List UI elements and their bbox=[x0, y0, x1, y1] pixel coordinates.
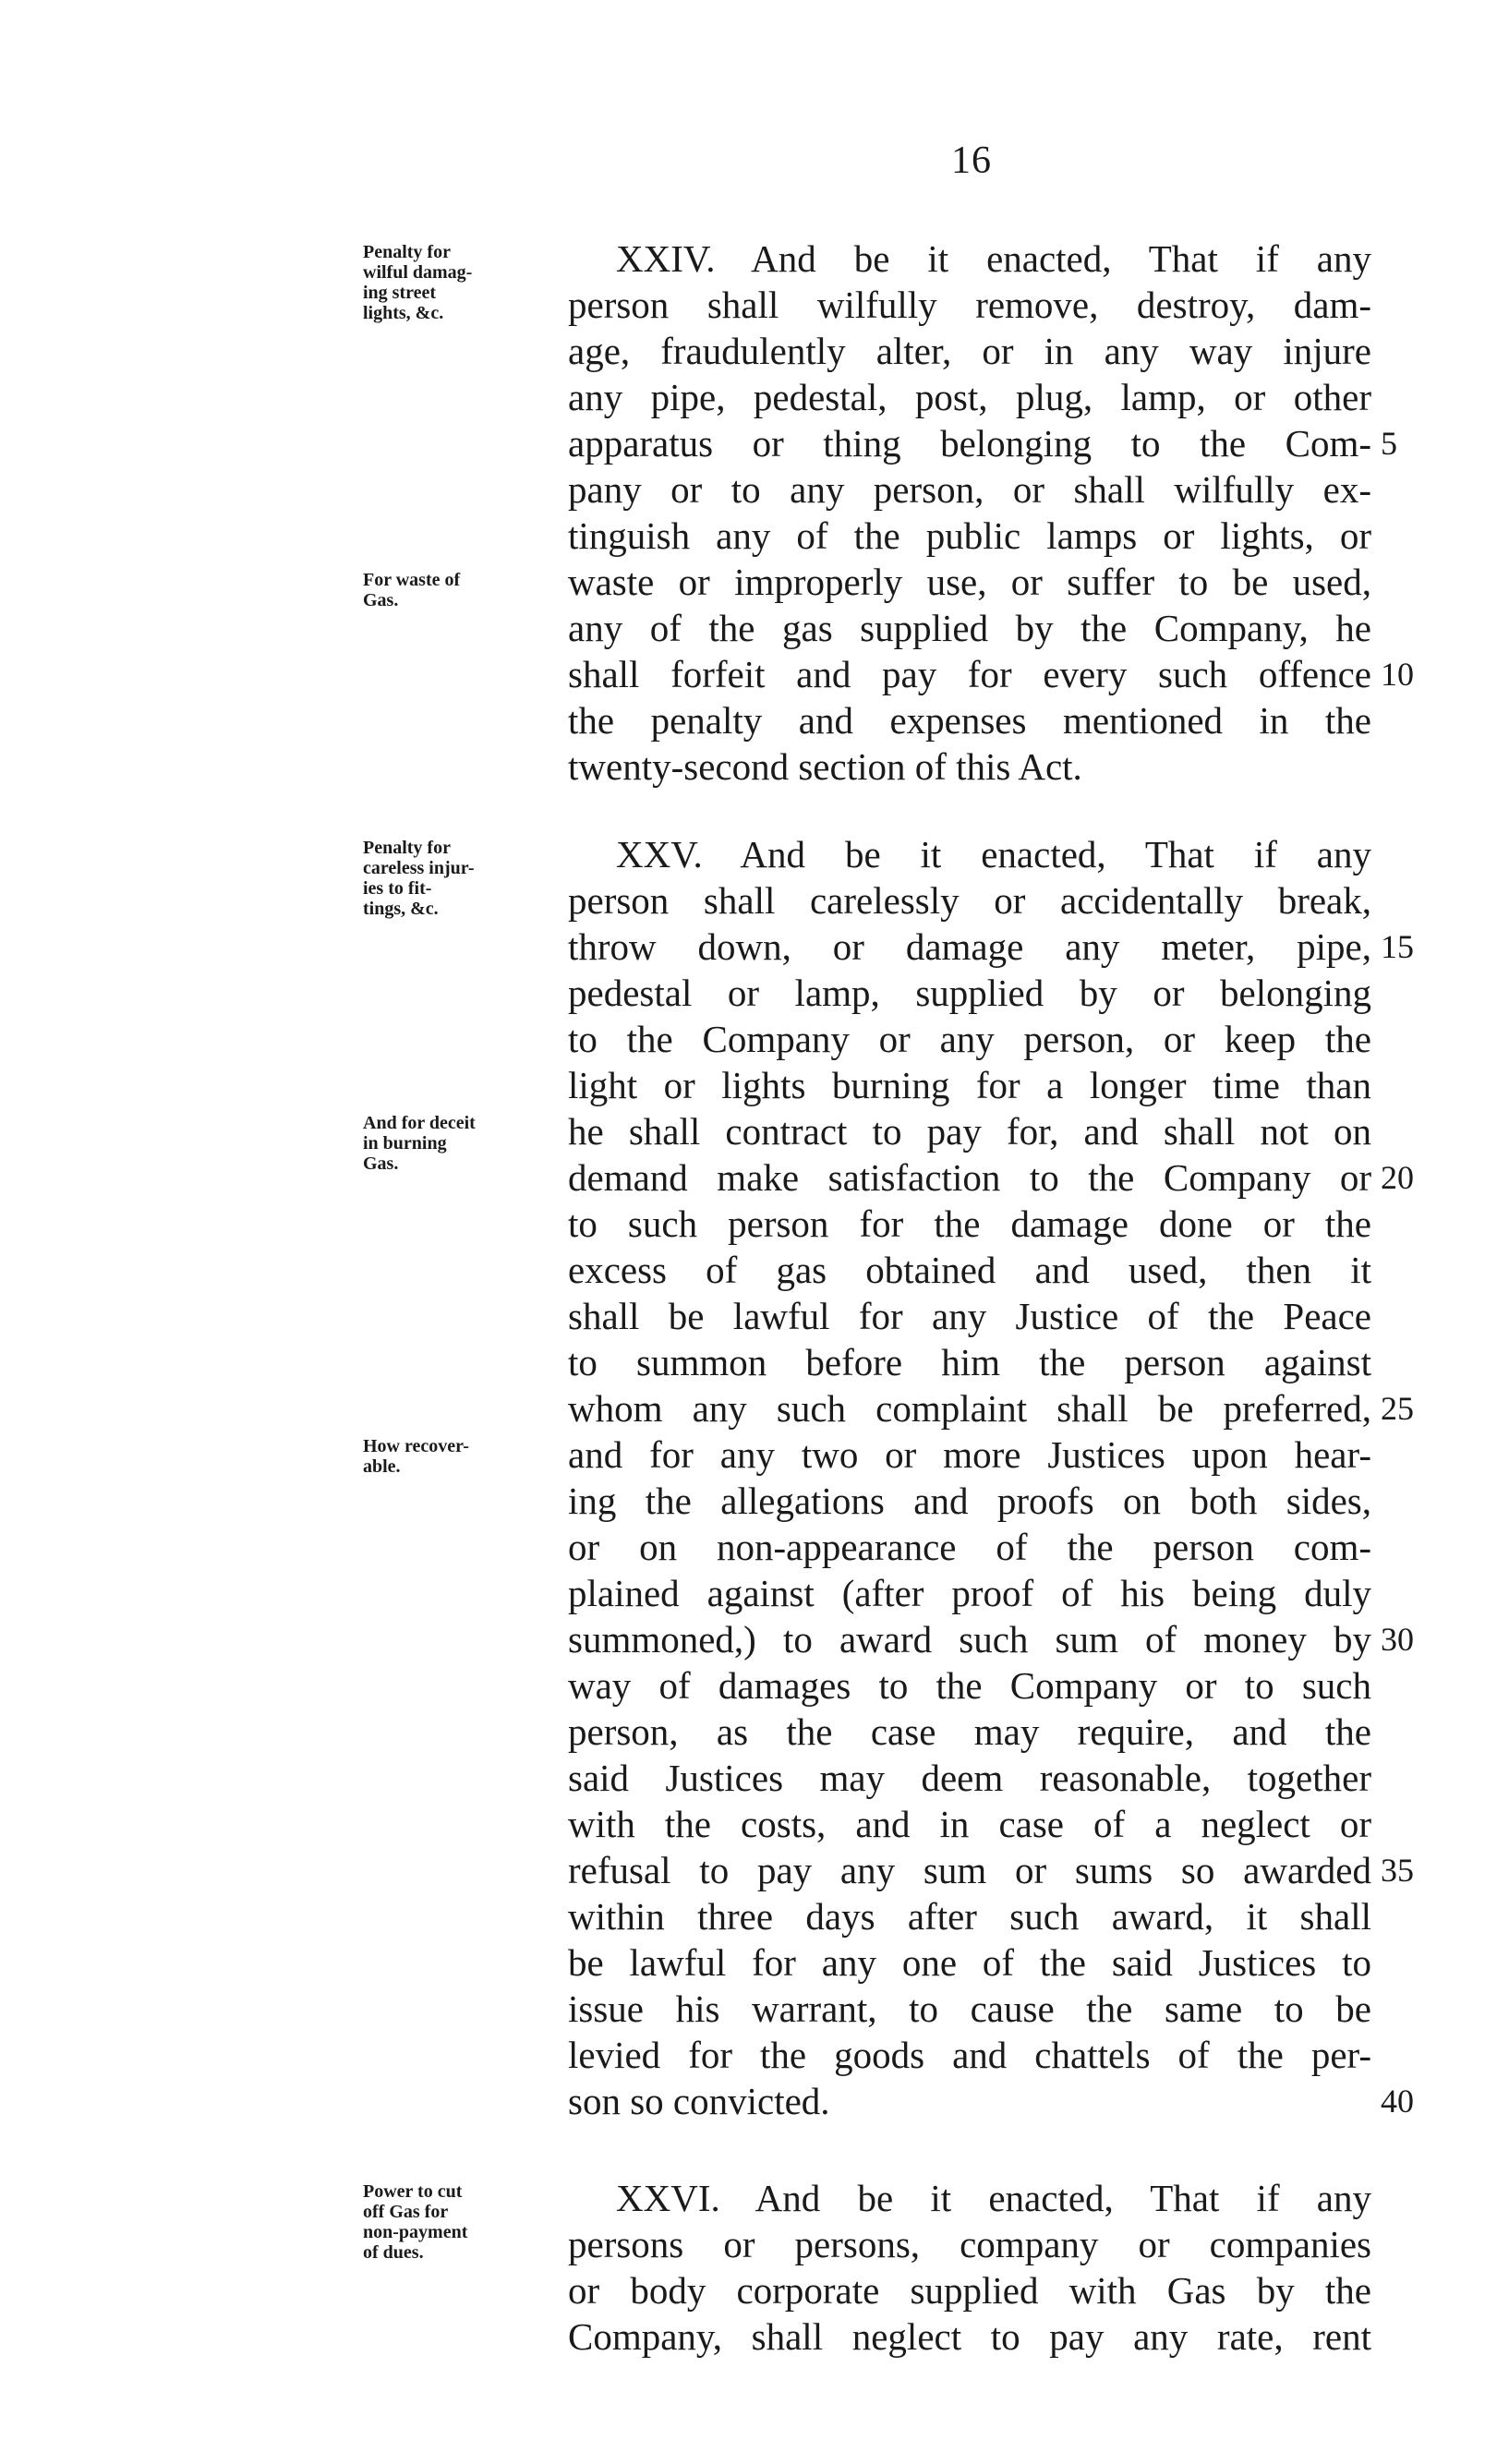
text-line: with the costs, and in case of a neglect or bbox=[568, 1803, 1371, 1845]
margin-note: Penalty for careless injur- ies to fit- tings, &c. bbox=[363, 838, 475, 919]
text-line: said Justices may deem reasonable, together bbox=[568, 1757, 1371, 1799]
text-line: or on non-appearance of the person com- bbox=[568, 1526, 1371, 1568]
margin-note: Power to cut off Gas for non-payment of dues. bbox=[363, 2181, 468, 2263]
margin-note: For waste of Gas. bbox=[363, 570, 461, 610]
text-line: waste or improperly use, or suffer to be used, bbox=[568, 561, 1371, 603]
text-line: son so convicted. 40 bbox=[568, 2080, 1414, 2122]
text-line: person shall wilfully remove, destroy, dam- bbox=[568, 284, 1371, 326]
section-xxv bbox=[568, 831, 1414, 2124]
line-number: 10 bbox=[1381, 656, 1414, 693]
line-number: 5 bbox=[1381, 425, 1397, 462]
text-line: ing the allegations and proofs on both sides, bbox=[568, 1480, 1371, 1522]
text-line: persons or persons, company or companies bbox=[568, 2223, 1371, 2265]
text-line: any pipe, pedestal, post, plug, lamp, or other bbox=[568, 376, 1371, 418]
margin-note: Penalty for wilful damag- ing street lights, &c. bbox=[363, 242, 473, 323]
text-line: light or lights burning for a longer time than bbox=[568, 1064, 1371, 1106]
text-line: tinguish any of the public lamps or lights, or bbox=[568, 514, 1371, 557]
text-line: he shall contract to pay for, and shall not on bbox=[568, 1110, 1371, 1153]
text-line: whom any such complaint shall be preferred, 25 bbox=[568, 1387, 1414, 1430]
text-line: apparatus or thing belonging to the Com- 5 bbox=[568, 422, 1397, 465]
line-number: 30 bbox=[1381, 1621, 1414, 1658]
text-line: person, as the case may require, and the bbox=[568, 1710, 1371, 1753]
text-line: XXVI. And be it enacted, That if any bbox=[616, 2177, 1371, 2219]
line-number: 25 bbox=[1381, 1390, 1414, 1427]
text-line: shall be lawful for any Justice of the Peace bbox=[568, 1295, 1371, 1337]
line-number: 35 bbox=[1381, 1852, 1414, 1889]
text-line: Company, shall neglect to pay any rate, rent bbox=[568, 2315, 1371, 2358]
text-line: any of the gas supplied by the Company, he bbox=[568, 607, 1371, 649]
text-line: person shall carelessly or accidentally break, bbox=[568, 879, 1371, 922]
text-line: pany or to any person, or shall wilfully ex- bbox=[568, 468, 1371, 511]
section-xxvi bbox=[568, 2175, 1371, 2360]
line-number: 20 bbox=[1381, 1159, 1414, 1196]
text-line: XXIV. And be it enacted, That if any bbox=[616, 237, 1371, 280]
text-line: excess of gas obtained and used, then it bbox=[568, 1249, 1371, 1291]
section-xxiv bbox=[568, 236, 1414, 790]
text-line: levied for the goods and chattels of the per- bbox=[568, 2034, 1371, 2076]
text-line: pedestal or lamp, supplied by or belonging bbox=[568, 972, 1371, 1014]
text-line: shall forfeit and pay for every such offence 10 bbox=[568, 653, 1414, 695]
text-line: summoned,) to award such sum of money by 30 bbox=[568, 1618, 1414, 1661]
line-number: 40 bbox=[1381, 2083, 1414, 2120]
page-number: 16 bbox=[951, 139, 992, 182]
margin-note: How recover- able. bbox=[363, 1436, 469, 1477]
text-line: age, fraudulently alter, or in any way injure bbox=[568, 330, 1371, 372]
text-line: within three days after such award, it shall bbox=[568, 1895, 1371, 1938]
text-line: issue his warrant, to cause the same to be bbox=[568, 1987, 1371, 2030]
text-line: be lawful for any one of the said Justices to bbox=[568, 1941, 1371, 1984]
text-line: XXV. And be it enacted, That if any bbox=[616, 833, 1371, 876]
text-line: throw down, or damage any meter, pipe, 15 bbox=[568, 925, 1414, 968]
text-line: refusal to pay any sum or sums so awarded 35 bbox=[568, 1849, 1414, 1891]
text-line: and for any two or more Justices upon hear- bbox=[568, 1433, 1371, 1476]
text-line: to summon before him the person against bbox=[568, 1341, 1371, 1383]
text-line: demand make satisfaction to the Company or 20 bbox=[568, 1156, 1414, 1199]
line-number: 15 bbox=[1381, 928, 1414, 965]
text-line: twenty-second section of this Act. bbox=[568, 745, 1082, 788]
text-line: the penalty and expenses mentioned in the bbox=[568, 699, 1371, 742]
text-line: to such person for the damage done or the bbox=[568, 1202, 1371, 1245]
margin-note: And for deceit in burning Gas. bbox=[363, 1113, 476, 1174]
text-line: plained against (after proof of his being duly bbox=[568, 1572, 1371, 1614]
text-line: way of damages to the Company or to such bbox=[568, 1664, 1371, 1707]
text-line: or body corporate supplied with Gas by the bbox=[568, 2269, 1371, 2312]
text-line: to the Company or any person, or keep the bbox=[568, 1018, 1371, 1060]
